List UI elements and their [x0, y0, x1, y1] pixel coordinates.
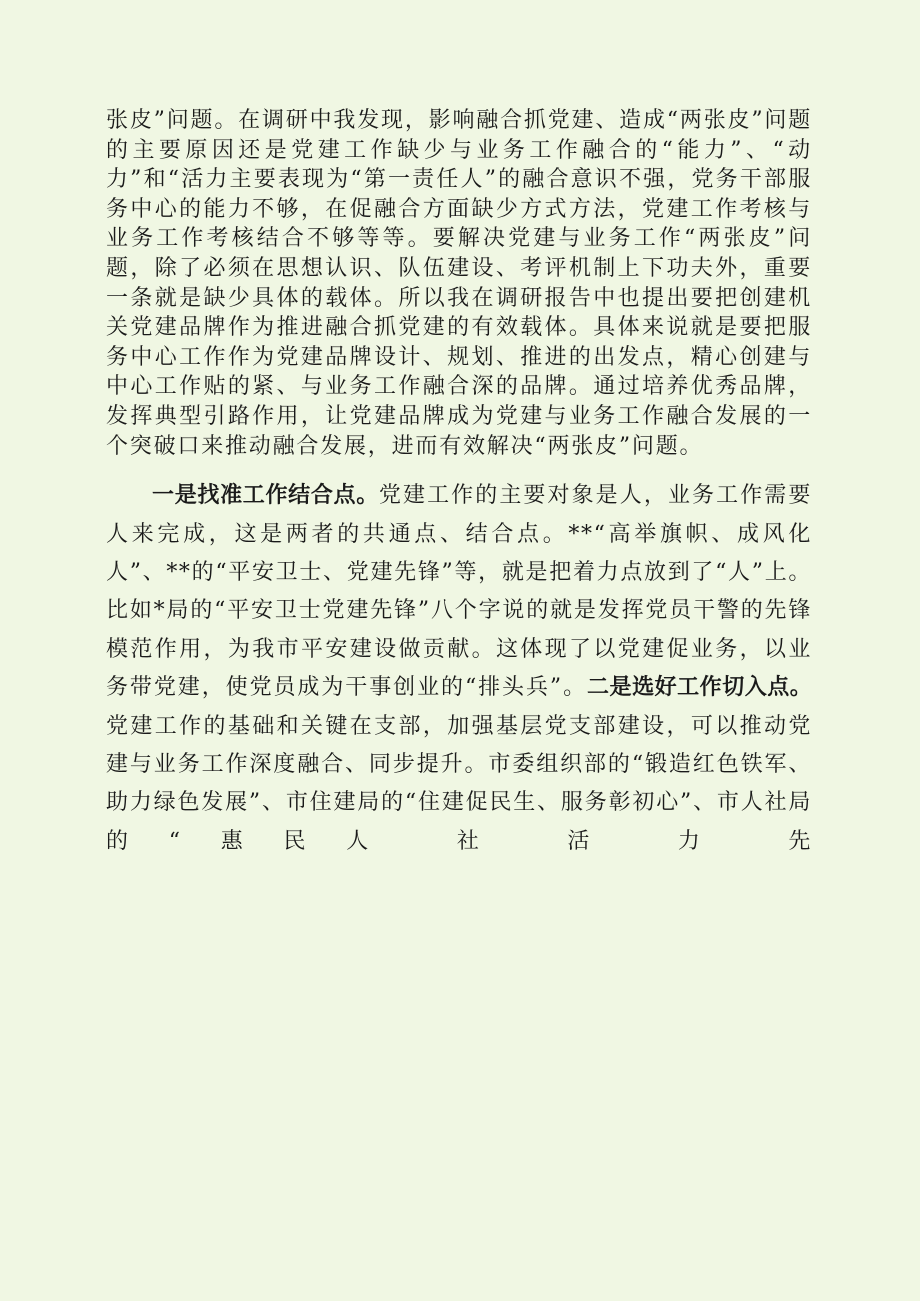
body-text-2: 党建工作的基础和关键在支部，加强基层党支部建设，可以推动党建与业务工作深度融合、同步提升。市委组织部的“锻造红色铁军、助力绿色发展”、市住建局的“住建促民生、服务彰初心”、市人社局的“惠民人 社 活 力 先 — [106, 713, 812, 854]
body-text-1: 党建工作的主要对象是人，业务工作需要人来完成，这是两者的共通点、结合点。**“高举旗帜、成风化人”、**的“平安卫士、党建先锋”等，就是把着力点放到了“人”上。比如*局的“平安卫士党建先锋”八个字说的就是发挥党员干警的先锋模范作用，为我市平安建设做贡献。这体现了以党建促业务，以业务带党建，使党员成为干事创业的“排头兵”。 — [106, 483, 812, 701]
body-paragraph-1: 张皮”问题。在调研中我发现，影响融合抓党建、造成“两张皮”问题的主要原因还是党建工作缺少与业务工作融合的“能力”、“动力”和“活力主要表现为“第一责任人”的融合意识不强，党务干部服务中心的能力不够，在促融合方面缺少方式方法，党建工作考核与业务工作考核结合不够等等。要解决党建与业务工作“两张皮”问题，除了必须在思想认识、队伍建设、考评机制上下功夫外，重要一条就是缺少具体的载体。所以我在调研报告中也提出要把创建机关党建品牌作为推进融合抓党建的有效载体。具体来说就是要把服务中心工作作为党建品牌设计、规划、推进的出发点，精心创建与中心工作贴的紧、与业务工作融合深的品牌。通过培养优秀品牌，发挥典型引路作用，让党建品牌成为党建与业务工作融合发展的一个突破口来推动融合发展，进而有效解决“两张皮”问题。 — [106, 108, 812, 459]
body-paragraph-2 — [106, 477, 812, 861]
lead-heading-1: 一是找准工作结合点。 — [152, 483, 379, 509]
lead-heading-2: 二是选好工作切入点。 — [587, 675, 812, 701]
